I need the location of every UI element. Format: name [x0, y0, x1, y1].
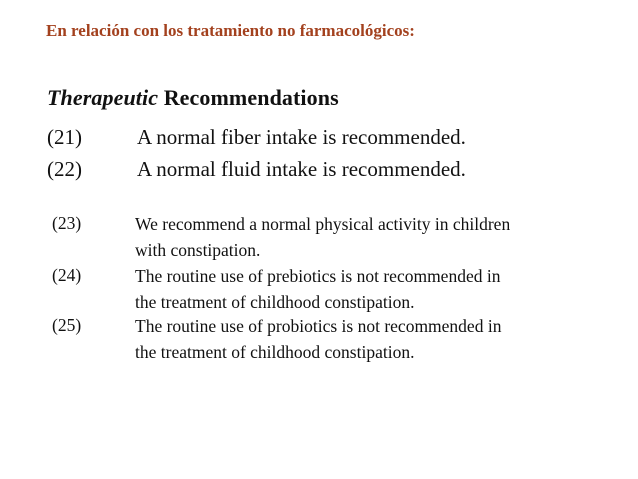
recommendation-line: We recommend a normal physical activity in children [135, 214, 511, 234]
section-heading [47, 85, 339, 111]
recommendation-text: A normal fiber intake is recommended. [137, 125, 466, 149]
recommendation-line: the treatment of childhood constipation. [135, 292, 415, 312]
recommendation-line: The routine use of probiotics is not recommended in [135, 316, 502, 336]
recommendation-number: (21) [47, 125, 82, 149]
recommendation-text: A normal fluid intake is recommended. [137, 157, 466, 181]
recommendation-text [135, 211, 510, 263]
recommendation-line: The routine use of prebiotics is not recommended in [135, 266, 501, 286]
recommendation-line: the treatment of childhood constipation. [135, 342, 415, 362]
recommendation-text [135, 313, 501, 365]
recommendation-number: (24) [52, 265, 82, 285]
recommendation-number: (25) [52, 315, 82, 335]
slide-title: En relación con los tratamiento no farmacológicos: [46, 21, 415, 40]
section-heading-rest: Recommendations [158, 85, 339, 110]
recommendation-line: with constipation. [135, 240, 261, 260]
recommendation-number: (23) [52, 213, 82, 233]
recommendation-number: (22) [47, 157, 82, 181]
recommendation-text [135, 263, 500, 315]
section-heading-italic: Therapeutic [47, 85, 159, 110]
